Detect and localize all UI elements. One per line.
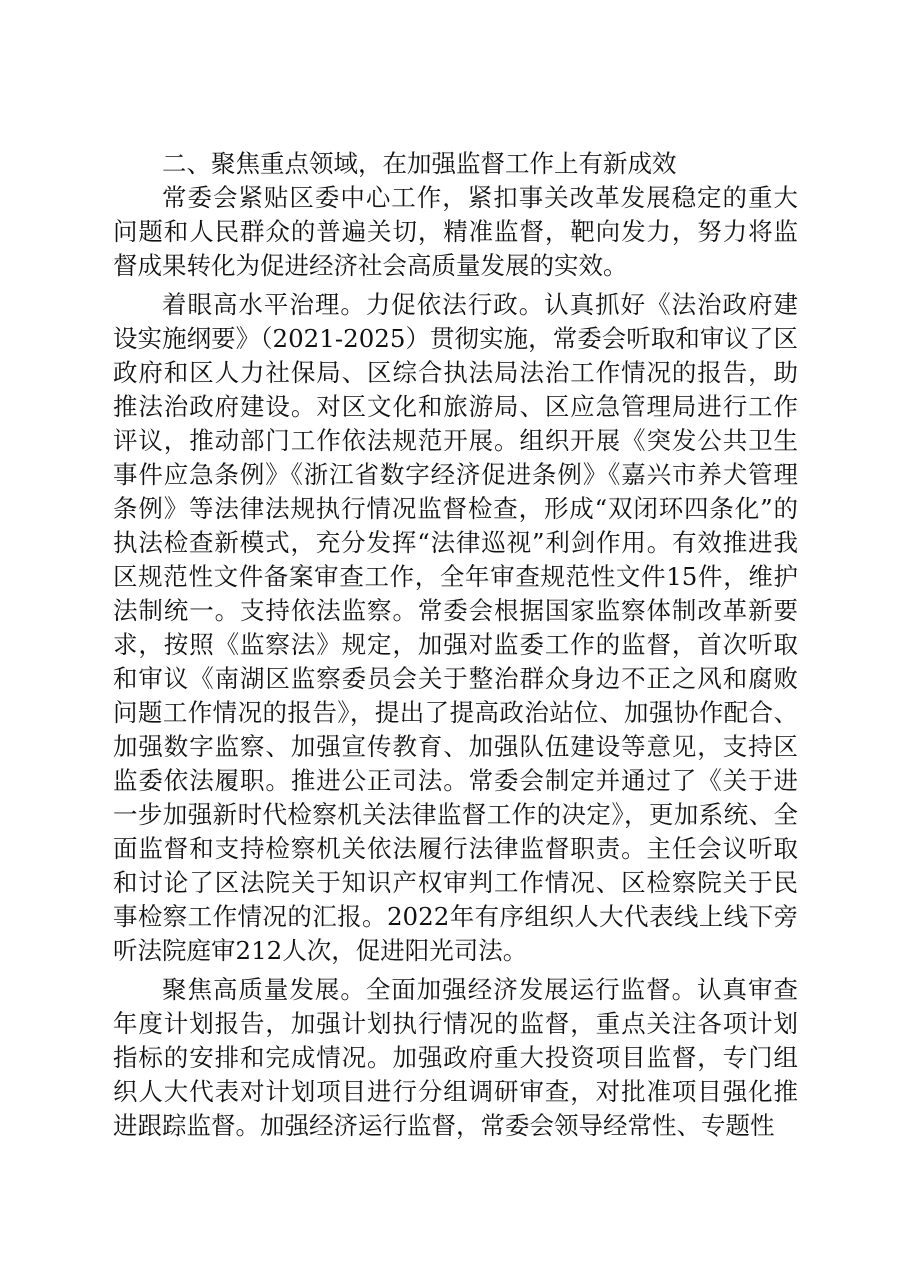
document-body (113, 147, 798, 1148)
paragraph-intro: 常委会紧贴区委中心工作，紧扣事关改革发展稳定的重大问题和人民群众的普遍关切，精准监督，靶向发力，努力将监督成果转化为促进经济社会高质量发展的实效。 (113, 183, 798, 280)
paragraph-development: 聚焦高质量发展。全面加强经济发展运行监督。认真审查年度计划报告，加强计划执行情况的监督，重点关注各项计划指标的安排和完成情况。加强政府重大投资项目监督，专门组织人大代表对计划项目进行分组调研审查，对批准项目强化推进跟踪监督。加强经济运行监督，常委会领导经常性、专题性 (113, 975, 798, 1140)
section-heading: 二、聚焦重点领域，在加强监督工作上有新成效 (162, 149, 677, 178)
paragraph-governance: 着眼高水平治理。力促依法行政。认真抓好《法治政府建设实施纲要》（2021-2025）贯彻实施，常委会听取和审议了区政府和区人力社保局、区综合执法局法治工作情况的报告，助推法治政府建设。对区文化和旅游局、区应急管理局进行工作评议，推动部门工作依法规范开展。组织开展《突发公共卫生事件应急条例》《浙江省数字经济促进条例》《嘉兴市养犬管理条例》等法律法规执行情况监督检查，形成“双闭环四条化”的执法检查新模式，充分发挥“法律巡视”利剑作用。有效推进我区规范性文件备案审查工作，全年审查规范性文件15件，维护法制统一。支持依法监察。常委会根据国家监察体制改革新要求，按照《监察法》规定，加强对监委工作的监督，首次听取和审议《南湖区监察委员会关于整治群众身边不正之风和腐败问题工作情况的报告》，提出了提高政治站位、加强协作配合、加强数字监察、加强宣传教育、加强队伍建设等意见，支持区监委依法履职。推进公正司法。常委会制定并通过了《关于进一步加强新时代检察机关法律监督工作的决定》，更加系统、全面监督和支持检察机关依法履行法律监督职责。主任会议听取和讨论了区法院关于知识产权审判工作情况、区检察院关于民事检察工作情况的汇报。2022年有序组织人大代表线上线下旁听法院庭审212人次，促进阳光司法。 (113, 290, 798, 965)
